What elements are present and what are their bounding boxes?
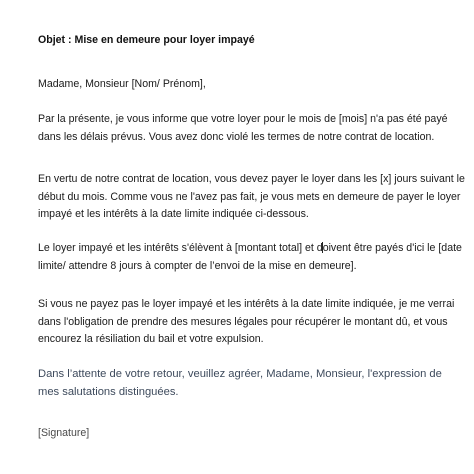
paragraph-legal-consequences xyxy=(38,296,454,349)
paragraph-line: impayé et les intérêts à la date limite indiquée ci-dessous. xyxy=(38,208,309,220)
letter-salutation: Madame, Monsieur [Nom/ Prénom], xyxy=(38,78,206,90)
paragraph-line: encourez la résiliation du bail et votre expulsion. xyxy=(38,333,264,345)
paragraph-contract-terms xyxy=(38,171,465,224)
closing-line: Dans l’attente de votre retour, veuillez agréer, Madame, Monsieur, l'expression de xyxy=(38,368,442,380)
paragraph-line: dans les délais prévus. Vous avez donc violé les termes de notre contrat de location. xyxy=(38,130,435,143)
paragraph-line: limite/ attendre 8 jours à compter de l’envoi de la mise en demeure]. xyxy=(38,259,357,272)
closing-formula xyxy=(38,366,442,401)
paragraph-line-end: oivent être payés d'ici le [date xyxy=(322,242,462,254)
paragraph-line-start: Le loyer impayé et les intérêts s'élèvent à [montant total] et d xyxy=(38,242,323,254)
paragraph-amount-due xyxy=(38,240,462,275)
paragraph-line: dans l'obligation de prendre des mesures légales pour récupérer le montant dû, et vous xyxy=(38,315,448,328)
paragraph-line: Par la présente, je vous informe que votre loyer pour le mois de [mois] n'a pas été payé xyxy=(38,113,448,125)
paragraph-line: En vertu de notre contrat de location, vous devez payer le loyer dans les [x] jours suivant le xyxy=(38,173,465,185)
paragraph-line: Si vous ne payez pas le loyer impayé et les intérêts à la date limite indiquée, je me verrai xyxy=(38,298,455,310)
letter-subject: Objet : Mise en demeure pour loyer impayé xyxy=(38,34,255,46)
signature-placeholder: [Signature] xyxy=(38,427,90,439)
paragraph-unpaid-notice xyxy=(38,111,448,146)
paragraph-line: début du mois. Comme vous ne l'avez pas fait, je vous mets en demeure de payer le loyer xyxy=(38,190,461,203)
closing-line: mes salutations distinguées. xyxy=(38,385,179,398)
